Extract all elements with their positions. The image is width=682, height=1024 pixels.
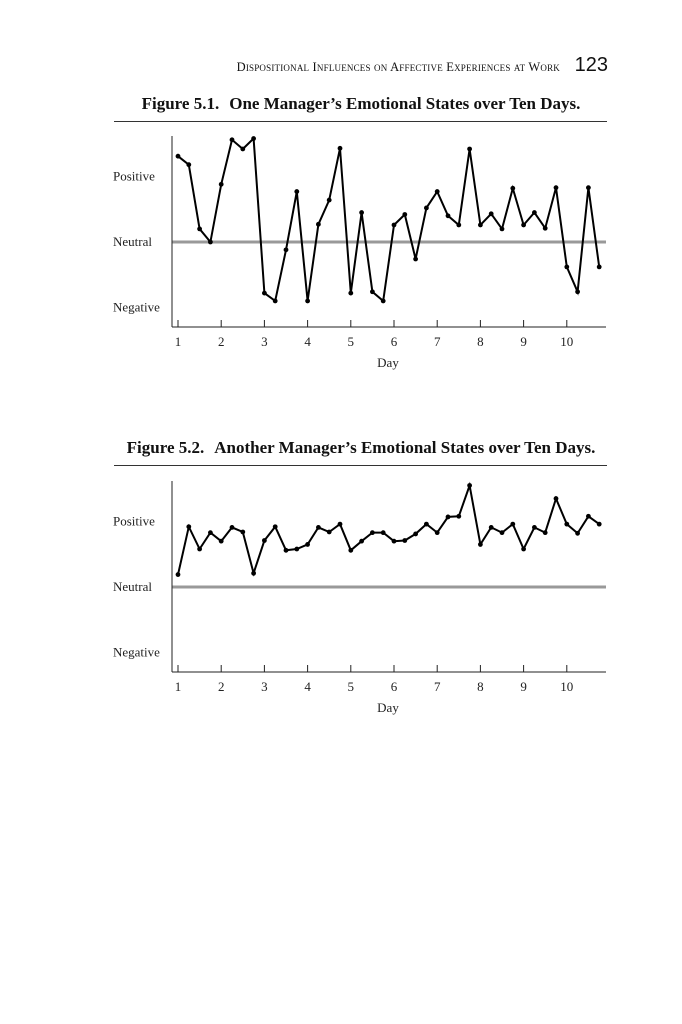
x-tick-label: 10 — [560, 334, 574, 349]
x-tick-label: 8 — [477, 679, 484, 694]
data-point — [327, 198, 332, 203]
data-point — [500, 530, 505, 535]
data-point — [251, 571, 256, 576]
data-point — [489, 525, 494, 530]
data-point — [240, 530, 245, 535]
figure-2-title: Another Manager’s Emotional States over Ten Days. — [214, 438, 596, 457]
data-point — [370, 289, 375, 294]
x-tick-label: 1 — [174, 334, 182, 349]
data-point — [564, 264, 569, 269]
data-point — [564, 522, 569, 527]
data-point — [348, 291, 353, 296]
data-point — [381, 299, 386, 304]
data-point — [446, 515, 451, 520]
x-tick-label: 7 — [433, 679, 441, 694]
data-point — [500, 227, 505, 232]
y-label-positive: Positive — [113, 513, 155, 529]
x-axis-label: Day — [377, 700, 399, 715]
figure-1-number: Figure 5.1. — [141, 94, 220, 113]
data-point — [305, 299, 310, 304]
data-point — [294, 189, 299, 194]
data-point — [230, 525, 235, 530]
data-point — [424, 522, 429, 527]
x-tick-label: 10 — [560, 679, 574, 694]
x-tick-label: 2 — [217, 679, 225, 694]
data-point — [510, 522, 515, 527]
data-point — [251, 136, 256, 141]
data-point — [597, 264, 602, 269]
data-point — [446, 213, 451, 218]
figure-2-caption — [0, 438, 682, 458]
data-point — [338, 522, 343, 527]
x-tick-label: 7 — [433, 334, 441, 349]
data-point — [284, 247, 289, 252]
data-point — [219, 539, 224, 544]
data-point — [521, 547, 526, 552]
data-point — [413, 257, 418, 262]
data-point — [219, 182, 224, 187]
x-tick-label: 9 — [520, 679, 527, 694]
x-tick-label: 8 — [477, 334, 484, 349]
data-point — [543, 530, 548, 535]
data-point — [435, 530, 440, 535]
x-tick-label: 5 — [347, 679, 355, 694]
data-point — [532, 525, 537, 530]
data-point — [413, 532, 418, 537]
data-point — [359, 539, 364, 544]
data-point — [305, 542, 310, 547]
data-point — [402, 538, 407, 543]
figure-1-chart — [0, 120, 682, 380]
data-point — [467, 483, 472, 488]
x-tick-label: 1 — [174, 679, 182, 694]
data-point — [359, 210, 364, 215]
data-point — [521, 223, 526, 228]
page-number: 123 — [574, 54, 608, 76]
y-label-positive: Positive — [113, 168, 155, 184]
x-tick-label: 3 — [261, 334, 268, 349]
data-point — [348, 548, 353, 553]
data-point — [456, 514, 461, 519]
data-point — [532, 210, 537, 215]
data-point — [392, 539, 397, 544]
data-point — [208, 530, 213, 535]
data-point — [186, 162, 191, 167]
data-point — [208, 240, 213, 245]
figure-2-number: Figure 5.2. — [126, 438, 205, 457]
running-head — [0, 54, 682, 78]
series-line — [178, 139, 599, 301]
data-point — [294, 547, 299, 552]
data-point — [575, 289, 580, 294]
series-line — [178, 486, 599, 575]
data-point — [424, 206, 429, 211]
data-point — [478, 542, 483, 547]
data-point — [186, 524, 191, 529]
x-axis-label: Day — [377, 355, 399, 370]
y-label-neutral: Neutral — [113, 234, 152, 249]
x-tick-label: 6 — [390, 679, 398, 694]
data-point — [370, 530, 375, 535]
figure-2-chart — [0, 465, 682, 725]
data-point — [273, 299, 278, 304]
data-point — [338, 146, 343, 151]
figure-1-caption — [0, 94, 682, 114]
data-point — [478, 223, 483, 228]
data-point — [586, 185, 591, 190]
x-tick-label: 5 — [347, 334, 355, 349]
data-point — [554, 496, 559, 501]
y-label-negative: Negative — [113, 644, 160, 660]
data-point — [230, 137, 235, 142]
data-point — [327, 530, 332, 535]
data-point — [435, 189, 440, 194]
x-tick-label: 9 — [520, 334, 527, 349]
data-point — [554, 185, 559, 190]
data-point — [176, 154, 181, 159]
x-tick-label: 2 — [217, 334, 225, 349]
data-point — [197, 547, 202, 552]
data-point — [456, 223, 461, 228]
data-point — [240, 147, 245, 152]
data-point — [284, 548, 289, 553]
x-tick-label: 4 — [304, 679, 311, 694]
data-point — [543, 226, 548, 231]
x-tick-label: 3 — [261, 679, 268, 694]
data-point — [262, 291, 267, 296]
running-head-title: Dispositional Influences on Affective Experiences at Work — [236, 60, 560, 74]
data-point — [273, 524, 278, 529]
data-point — [402, 212, 407, 217]
data-point — [176, 572, 181, 577]
data-point — [510, 186, 515, 191]
data-point — [586, 514, 591, 519]
data-point — [467, 147, 472, 152]
data-point — [575, 531, 580, 536]
data-point — [392, 223, 397, 228]
x-tick-label: 4 — [304, 334, 311, 349]
data-point — [197, 227, 202, 232]
y-label-negative: Negative — [113, 299, 160, 315]
x-tick-label: 6 — [390, 334, 398, 349]
data-point — [381, 530, 386, 535]
figure-1-title: One Manager’s Emotional States over Ten Days. — [229, 94, 581, 113]
data-point — [316, 525, 321, 530]
data-point — [597, 522, 602, 527]
y-label-neutral: Neutral — [113, 579, 152, 594]
data-point — [262, 538, 267, 543]
data-point — [489, 211, 494, 216]
data-point — [316, 222, 321, 227]
